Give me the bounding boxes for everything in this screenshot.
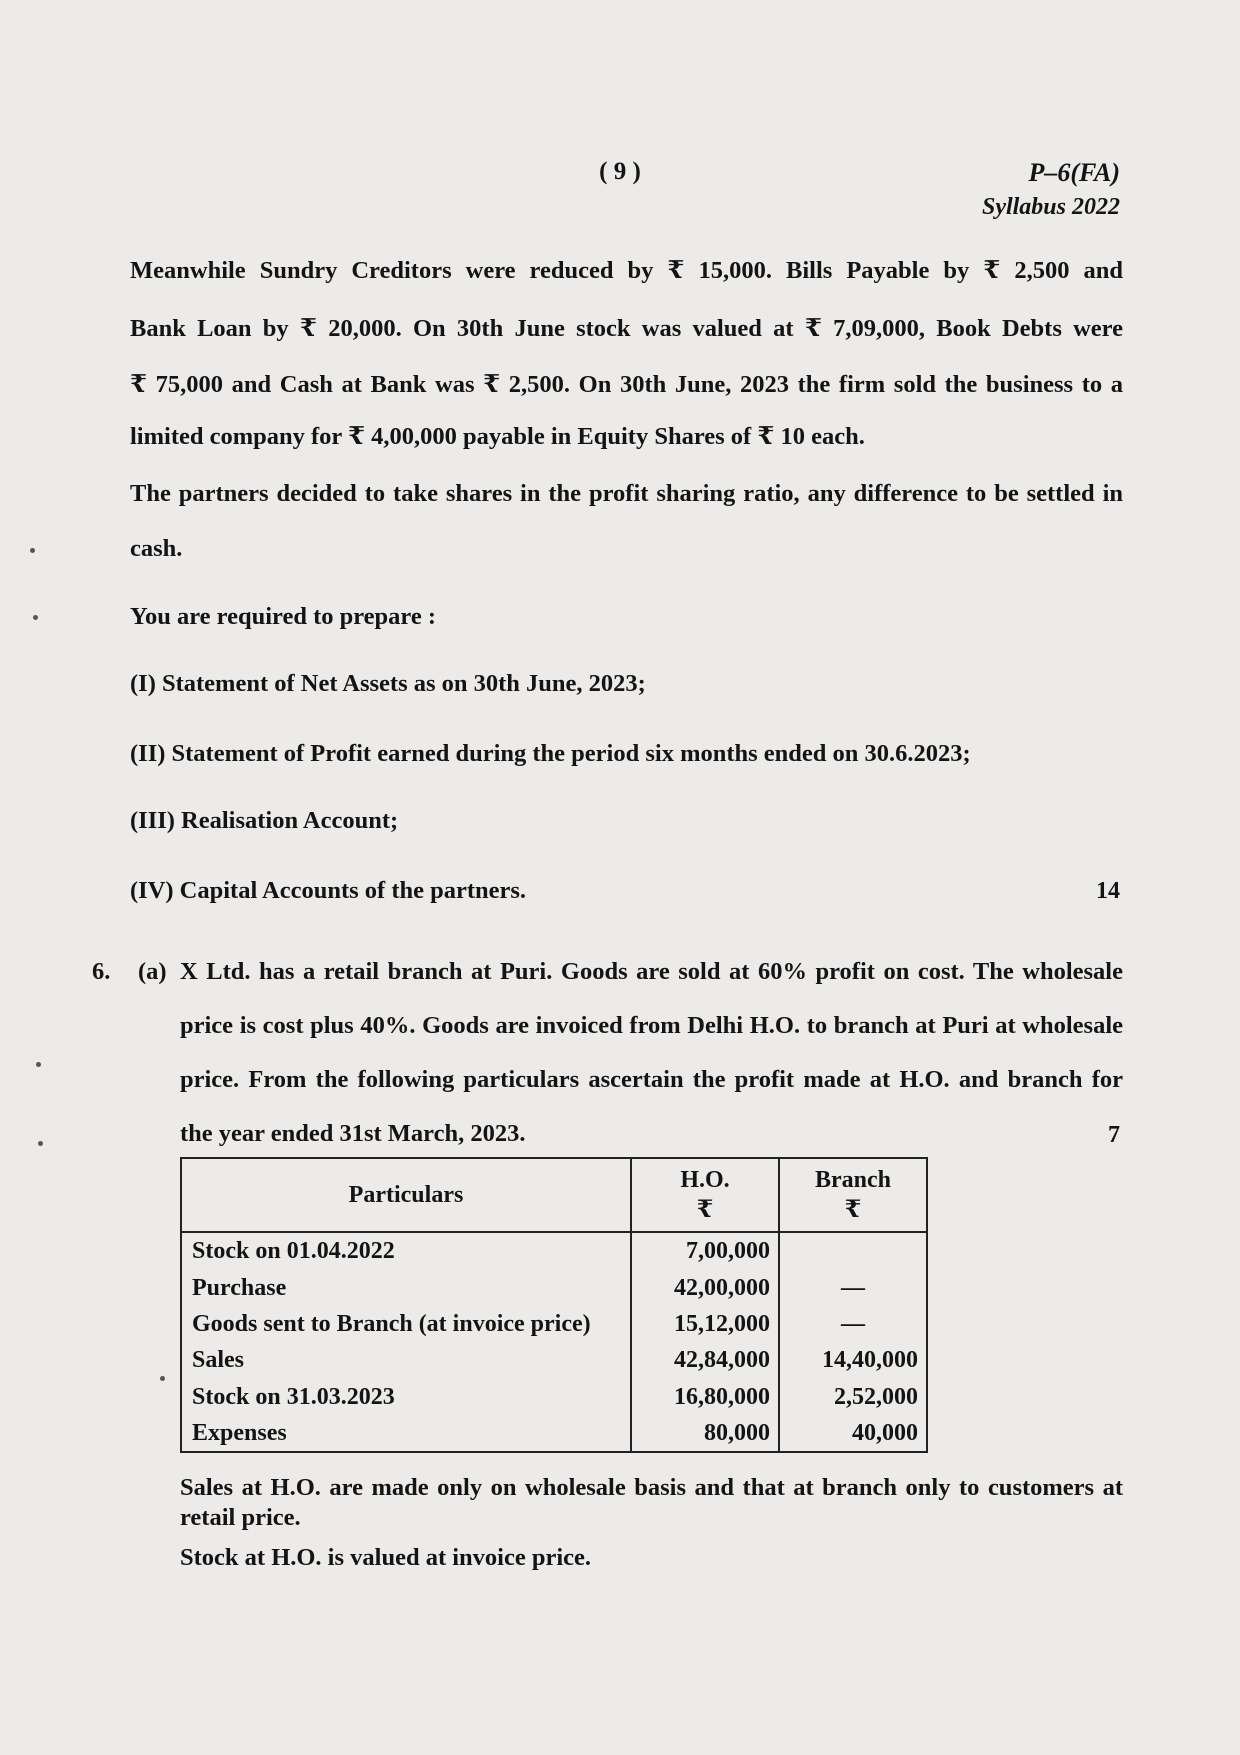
ho-value: 80,000	[631, 1415, 779, 1452]
margin-dot	[38, 1141, 43, 1146]
table-row	[181, 1415, 927, 1452]
margin-dot	[36, 1062, 41, 1067]
ho-value: 16,80,000	[631, 1379, 779, 1415]
table-row	[181, 1342, 927, 1378]
para-line-5: The partners decided to take shares in the profit sharing ratio, any difference to be settled in	[130, 480, 1123, 507]
q6-line-3: price. From the following particulars ascertain the profit made at H.O. and branch for	[180, 1066, 1123, 1093]
particulars-table	[180, 1157, 928, 1453]
header-ho	[631, 1158, 779, 1232]
requirement-4: (IV) Capital Accounts of the partners.	[130, 877, 527, 904]
ho-value: 7,00,000	[631, 1232, 779, 1269]
header-branch-label: Branch	[814, 1167, 891, 1193]
header-branch	[779, 1158, 927, 1232]
para-line-3: ₹ 75,000 and Cash at Bank was ₹ 2,500. On 30th June, 2023 the firm sold the business to a	[130, 371, 1123, 398]
branch-value: 2,52,000	[779, 1379, 927, 1415]
marks-q5: 14	[1096, 878, 1120, 904]
row-label: Goods sent to Branch (at invoice price)	[181, 1306, 631, 1342]
para-line-2: Bank Loan by ₹ 20,000. On 30th June stock was valued at ₹ 7,09,000, Book Debts were	[130, 315, 1123, 342]
row-label: Stock on 01.04.2022	[181, 1232, 631, 1269]
header-particulars: Particulars	[181, 1158, 631, 1232]
q6-line-1: X Ltd. has a retail branch at Puri. Goods are sold at 60% profit on cost. The wholesale	[180, 958, 1123, 985]
required-intro: You are required to prepare :	[130, 603, 437, 630]
table-row	[181, 1306, 927, 1342]
q6-line-2: price is cost plus 40%. Goods are invoiced from Delhi H.O. to branch at Puri at wholesale	[180, 1012, 1123, 1039]
branch-value: —	[779, 1306, 927, 1342]
rupee-symbol: ₹	[696, 1197, 714, 1223]
requirement-1: (I) Statement of Net Assets as on 30th June, 2023;	[130, 670, 646, 697]
syllabus-label: Syllabus 2022	[981, 194, 1120, 220]
branch-value: 40,000	[779, 1415, 927, 1452]
margin-dot	[30, 548, 35, 553]
question-part: (a)	[138, 958, 167, 985]
note-line-1: Sales at H.O. are made only on wholesale basis and that at branch only to customers at	[180, 1474, 1123, 1501]
table-row	[181, 1379, 927, 1415]
ho-value: 42,84,000	[631, 1342, 779, 1378]
header-ho-label: H.O.	[680, 1167, 730, 1193]
margin-dot	[160, 1376, 165, 1381]
branch-value: 14,40,000	[779, 1342, 927, 1378]
note-line-3: Stock at H.O. is valued at invoice price.	[180, 1544, 592, 1571]
ho-value: 15,12,000	[631, 1306, 779, 1342]
note-line-2: retail price.	[180, 1504, 301, 1531]
ho-value: 42,00,000	[631, 1269, 779, 1305]
table-row	[181, 1232, 927, 1269]
table-header-row	[181, 1158, 927, 1232]
para-line-6: cash.	[130, 535, 183, 562]
row-label: Purchase	[181, 1269, 631, 1305]
table-row	[181, 1269, 927, 1305]
row-label: Stock on 31.03.2023	[181, 1379, 631, 1415]
row-label: Expenses	[181, 1415, 631, 1452]
rupee-symbol: ₹	[844, 1197, 862, 1223]
margin-dot	[33, 615, 38, 620]
paper-code: P–6(FA)	[1028, 158, 1120, 187]
para-line-4: limited company for ₹ 4,00,000 payable in Equity Shares of ₹ 10 each.	[130, 423, 865, 450]
requirement-3: (III) Realisation Account;	[130, 807, 399, 834]
branch-value	[779, 1232, 927, 1269]
row-label: Sales	[181, 1342, 631, 1378]
marks-q6: 7	[1108, 1122, 1120, 1148]
question-number: 6.	[92, 958, 111, 985]
branch-value: —	[779, 1269, 927, 1305]
para-line-1: Meanwhile Sundry Creditors were reduced by ₹ 15,000. Bills Payable by ₹ 2,500 and	[130, 257, 1123, 284]
q6-line-4: the year ended 31st March, 2023.	[180, 1120, 526, 1147]
requirement-2: (II) Statement of Profit earned during the period six months ended on 30.6.2023;	[130, 740, 971, 767]
page-number: ( 9 )	[599, 158, 641, 185]
